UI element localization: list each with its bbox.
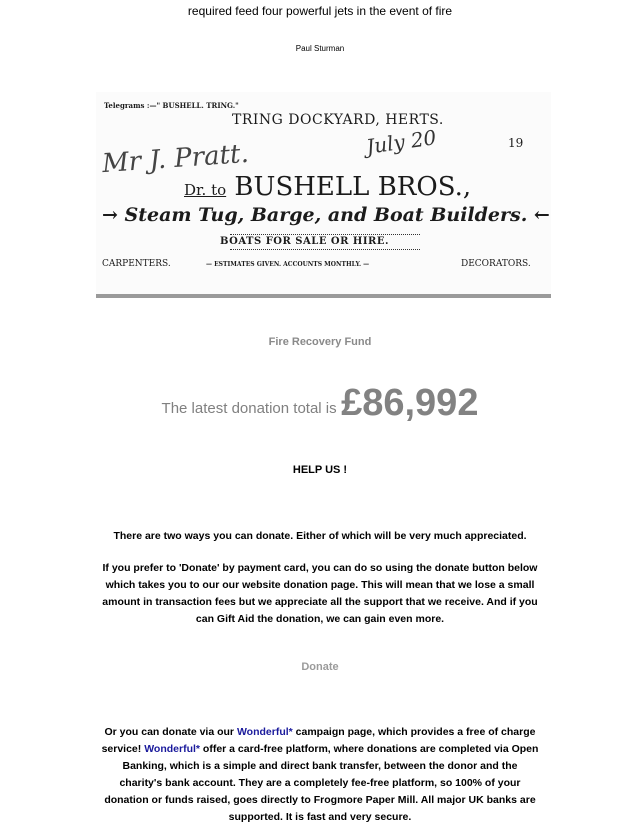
billhead-handwritten-date: July 20 (364, 125, 438, 159)
billhead-carpenters: CARPENTERS. (102, 259, 171, 269)
billhead-handwritten-recipient: Mr J. Pratt. (101, 138, 250, 180)
billhead-bottom-rule (96, 294, 551, 298)
billhead-dr-to: Dr. to (184, 181, 227, 199)
billhead-ornament-bottom (230, 249, 420, 254)
paragraph-two-ways: There are two ways you can donate. Either of which will be very much appreciated. (113, 530, 527, 542)
paragraph-wonderful-rest: offer a card-free platform, where donations are completed via Open Banking, which is a simple and direct bank transfer, between the donor and the charity's bank account. They are a completely fee-free platform, so 100% of your donation or funds raised, goes directly to Frogmore Paper Mill. All major UK banks are supported. It is fast and very secure. (104, 743, 539, 823)
donate-button[interactable]: Donate (301, 661, 339, 673)
intro-text-line: required feed four powerful jets in the event of fire (187, 4, 453, 18)
author-name: Paul Sturman (295, 44, 345, 53)
donation-total-label: The latest donation total is (161, 400, 337, 417)
billhead-decorators: DECORATORS. (461, 259, 531, 269)
wonderful-link-1[interactable]: Wonderful* (236, 726, 293, 738)
billhead-year: 19 (508, 136, 524, 150)
paragraph-wonderful-lead: Or you can donate via our (104, 726, 237, 738)
billhead-boats: BOATS FOR SALE OR HIRE. (220, 236, 389, 247)
wonderful-link-2[interactable]: Wonderful* (144, 743, 200, 755)
billhead-firm: BUSHELL BROS., (234, 172, 472, 202)
donation-total-amount: £86,992 (341, 382, 479, 424)
billhead-image (96, 92, 551, 298)
fund-title: Fire Recovery Fund (268, 336, 372, 348)
billhead-trade: → Steam Tug, Barge, and Boat Builders. ← (102, 204, 550, 226)
paragraph-wonderful (100, 724, 540, 826)
billhead-place: TRING DOCKYARD, HERTS. (232, 112, 444, 128)
paragraph-card-donation: If you prefer to 'Donate' by payment card, you can do so using the donate button below which takes you to our our website donation page. This will mean that we lose a small amount in transaction fees but we appreciate all the support that we receive. And if you can Gift Aid the donation, we can gain even more. (102, 562, 538, 625)
help-heading: HELP US ! (292, 464, 348, 476)
billhead-telegrams: Telegrams :—" BUSHELL. TRING." (104, 101, 239, 110)
billhead-estimates: — ESTIMATES GIVEN. ACCOUNTS MONTHLY. — (206, 261, 370, 268)
billhead-ornament-top (230, 230, 420, 235)
paragraph-wonderful-mid: campaign page, which provides a free of charge service! (101, 726, 536, 755)
donation-total (0, 380, 640, 423)
billhead-firm-name (184, 172, 471, 202)
